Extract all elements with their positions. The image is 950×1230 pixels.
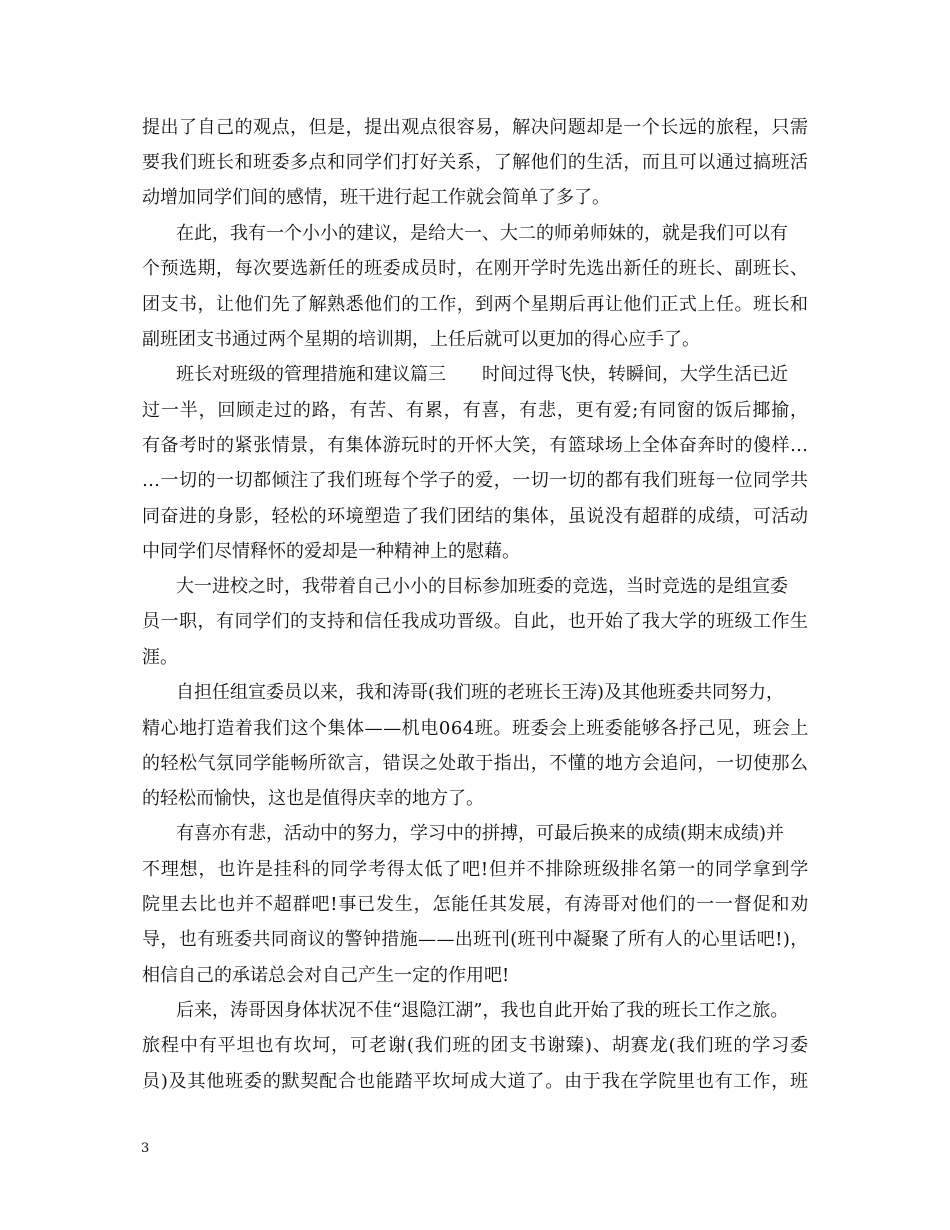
body-line: 中同学们尽情释怀的爱却是一种精神上的慰藉。 (142, 541, 520, 562)
body-line: 过一半，回顾走过的路，有苦、有累，有喜，有悲，更有爱;有同窗的饭后揶揄， (142, 400, 809, 421)
body-line: 副班团支书通过两个星期的培训期，上任后就可以更加的得心应手了。 (142, 329, 700, 350)
body-line: 要我们班长和班委多点和同学们打好关系，了解他们的生活，而且可以通过搞班活 (142, 152, 809, 173)
body-line: 有备考时的紧张情景，有集体游玩时的开怀大笑，有篮球场上全体奋奔时的傻样… (142, 435, 809, 456)
body-line: 相信自己的承诺总会对自己产生一定的作用吧! (142, 965, 510, 986)
paragraph-first-line: 自担任组宣委员以来，我和涛哥(我们班的老班长王涛)及其他班委共同努力， (176, 682, 785, 703)
body-line: 员一职，有同学们的支持和信任我成功晋级。自此，也开始了我大学的班级工作生 (142, 611, 809, 632)
paragraph-first-line: 在此，我有一个小小的建议，是给大一、大二的师弟师妹的，就是我们可以有 (176, 223, 788, 244)
body-line: 院里去比也并不超群吧!事已发生，怎能任其发展，有涛哥对他们的一一督促和劝 (142, 894, 810, 915)
body-line: 精心地打造着我们这个集体——机电064班。班委会上班委能够各抒己见，班会上 (142, 718, 809, 739)
body-line: 个预选期，每次要选新任的班委成员时，在刚开学时先选出新任的班长、副班长、 (142, 258, 809, 279)
body-line: 提出了自己的观点，但是，提出观点很容易，解决问题却是一个长远的旅程，只需 (142, 117, 809, 138)
paragraph-first-line: 班长对班级的管理措施和建议篇三 时间过得飞快，转瞬间，大学生活已近 (176, 364, 788, 385)
paragraph-first-line: 有喜亦有悲，活动中的努力，学习中的拼搏，可最后换来的成绩(期末成绩)并 (176, 823, 785, 844)
body-line: 涯。 (142, 647, 178, 668)
body-line: 动增加同学们间的感情，班干进行起工作就会简单了多了。 (142, 187, 610, 208)
paragraph-first-line: 后来，涛哥因身体状况不佳“退隐江湖”，我也自此开始了我的班长工作之旅。 (176, 1000, 789, 1021)
page-number: 3 (141, 1141, 150, 1156)
body-line: 的轻松而愉快，这也是值得庆幸的地方了。 (142, 788, 484, 809)
body-line: 团支书，让他们先了解熟悉他们的工作，到两个星期后再让他们正式上任。班长和 (142, 294, 809, 315)
body-line: 旅程中有平坦也有坎坷，可老谢(我们班的团支书谢臻)、胡赛龙(我们班的学习委 (142, 1035, 809, 1056)
body-line: 导，也有班委共同商议的警钟措施——出班刊(班刊中凝聚了所有人的心里话吧!)， (142, 929, 809, 950)
body-line: 不理想，也许是挂科的同学考得太低了吧!但并不排除班级排名第一的同学拿到学 (142, 859, 810, 880)
body-line: …一切的一切都倾注了我们班每个学子的爱，一切一切的都有我们班每一位同学共 (142, 470, 809, 491)
body-line: 员)及其他班委的默契配合也能踏平坎坷成大道了。由于我在学院里也有工作，班 (142, 1071, 809, 1092)
paragraph-first-line: 大一进校之时，我带着自己小小的目标参加班委的竞选，当时竞选的是组宣委 (176, 576, 788, 597)
body-line: 同奋进的身影，轻松的环境塑造了我们团结的集体，虽说没有超群的成绩，可活动 (142, 506, 809, 527)
body-line: 的轻松气氛同学能畅所欲言，错误之处敢于指出，不懂的地方会追问，一切使那么 (142, 753, 809, 774)
